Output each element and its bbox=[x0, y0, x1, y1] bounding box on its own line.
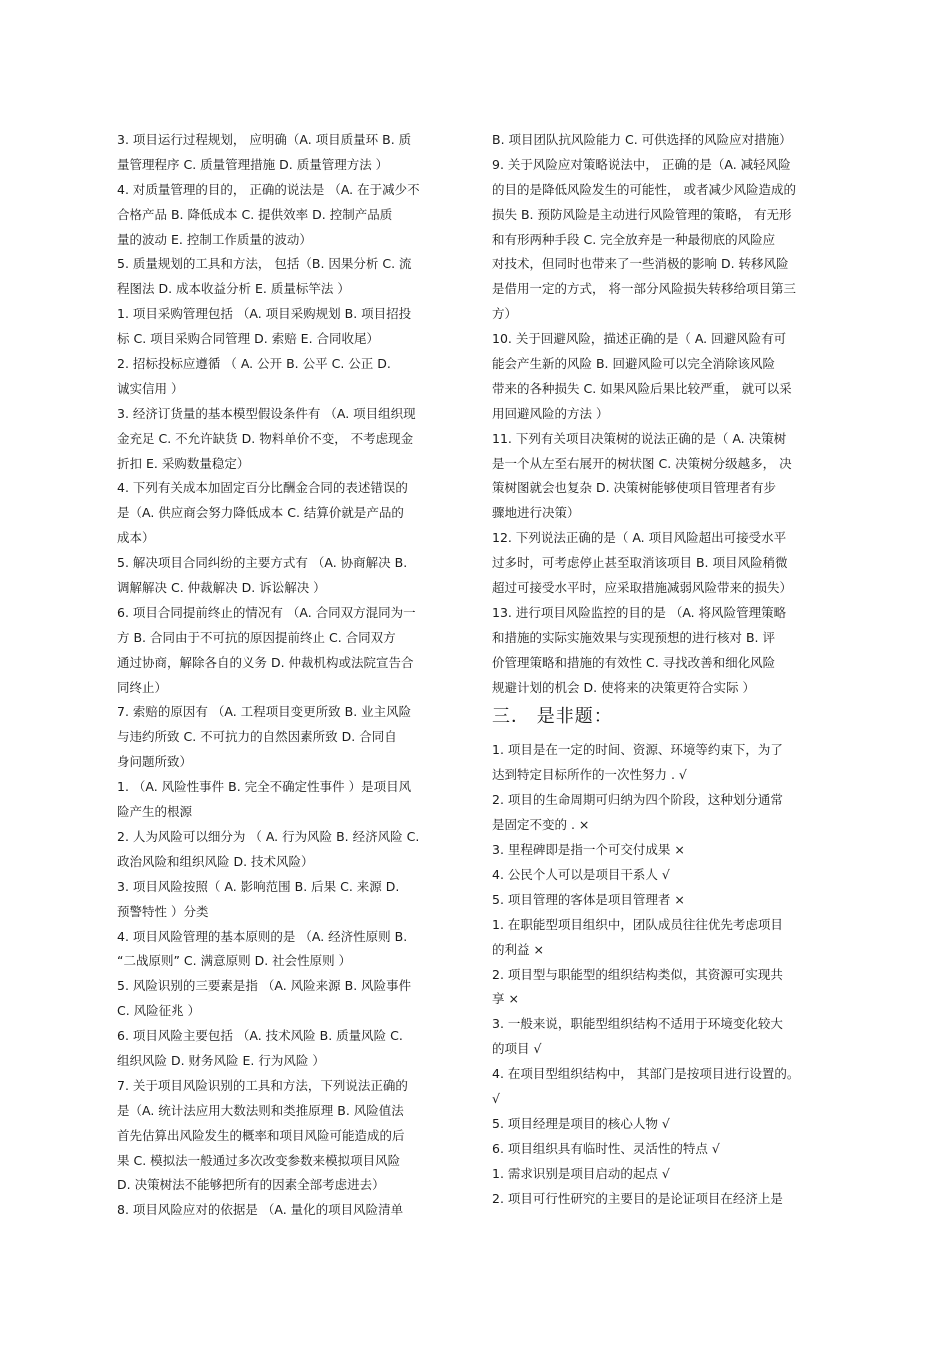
text-line: 骤地进行决策） bbox=[492, 505, 580, 521]
text-line: 7. 索赔的原因有 （A. 工程项目变更所致 B. 业主风险 bbox=[117, 704, 412, 720]
text-line: 标 C. 项目采购合同管理 D. 索赔 E. 合同收尾） bbox=[117, 331, 380, 347]
text-line: 1. 项目采购管理包括 （A. 项目采购规划 B. 项目招投 bbox=[117, 306, 412, 322]
text-line: 10. 关于回避风险，描述正确的是（ A. 回避风险有可 bbox=[492, 331, 787, 347]
right-column-true-false-items bbox=[492, 738, 837, 1211]
text-line: 超过可接受水平时，应采取措施减弱风险带来的损失） bbox=[492, 580, 793, 596]
text-line: 3. 一般来说，职能型组织结构不适用于环境变化较大 bbox=[492, 1016, 783, 1032]
text-line: 4. 下列有关成本加固定百分比酬金合同的表述错误的 bbox=[117, 480, 408, 496]
text-line: 对技术，但同时也带来了一些消极的影响 D. 转移风险 bbox=[492, 256, 789, 272]
section-heading-true-false: 三． 是非题： bbox=[492, 706, 613, 728]
text-line: 组织风险 D. 财务风险 E. 行为风险 ） bbox=[117, 1052, 325, 1068]
text-line: 8. 项目风险应对的依据是 （A. 量化的项目风险清单 bbox=[117, 1202, 404, 1218]
text-line: 诚实信用 ） bbox=[117, 380, 184, 396]
text-line: 5. 项目经理是项目的核心人物 √ bbox=[492, 1115, 670, 1131]
text-line: 2. 招标投标应遵循 （ A. 公开 B. 公平 C. 公正 D. bbox=[117, 356, 391, 372]
text-line: 9. 关于风险应对策略说法中， 正确的是（A. 减轻风险 bbox=[492, 156, 791, 172]
text-line: 6. 项目组织具有临时性、灵活性的特点 √ bbox=[492, 1140, 720, 1156]
text-line: 身问题所致） bbox=[117, 754, 193, 770]
text-line: 5. 项目管理的客体是项目管理者 × bbox=[492, 891, 685, 907]
text-line: 策树图就会也复杂 D. 决策树能够使项目管理者有步 bbox=[492, 480, 777, 496]
text-line: 享 × bbox=[492, 991, 519, 1007]
text-line: 13. 进行项目风险监控的目的是 （A. 将风险管理策略 bbox=[492, 604, 787, 620]
text-line: 损失 B. 预防风险是主动进行风险管理的策略， 有无形 bbox=[492, 206, 792, 222]
text-line: D. 决策树法不能够把所有的因素全部考虑进去） bbox=[117, 1177, 385, 1193]
text-line: 3. 里程碑即是指一个可交付成果 × bbox=[492, 842, 685, 858]
text-line: 4. 公民个人可以是项目干系人 √ bbox=[492, 866, 670, 882]
text-line: 过多时，可考虑停止甚至取消该项目 B. 项目风险稍微 bbox=[492, 555, 788, 571]
text-line: C. 风险征兆 ） bbox=[117, 1003, 201, 1019]
text-line: “二战原则” C. 满意原则 D. 社会性原则 ） bbox=[117, 953, 352, 969]
text-line: 调解解决 C. 仲裁解决 D. 诉讼解决 ） bbox=[117, 580, 326, 596]
text-line: 同终止） bbox=[117, 679, 168, 695]
text-line: 6. 项目合同提前终止的情况有 （A. 合同双方混同为一 bbox=[117, 604, 416, 620]
text-line: 能会产生新的风险 B. 回避风险可以完全消除该风险 bbox=[492, 356, 775, 372]
text-line: 是固定不变的 . × bbox=[492, 817, 590, 833]
text-line: 2. 项目型与职能型的组织结构类似，其资源可实现共 bbox=[492, 966, 783, 982]
text-line: 3. 项目运行过程规划， 应明确（A. 项目质量环 B. 质 bbox=[117, 132, 412, 147]
text-line: 11. 下列有关项目决策树的说法正确的是（ A. 决策树 bbox=[492, 430, 787, 446]
text-line: 2. 项目可行性研究的主要目的是论证项目在经济上是 bbox=[492, 1190, 783, 1206]
text-line: 规避计划的机会 D. 使将来的决策更符合实际 ） bbox=[492, 679, 756, 695]
text-line: 的项目 √ bbox=[492, 1041, 542, 1057]
text-line: 7. 关于项目风险识别的工具和方法，下列说法正确的 bbox=[117, 1077, 408, 1093]
text-line: 4. 对质量管理的目的， 正确的说法是 （A. 在于减少不 bbox=[117, 181, 420, 197]
text-line: 政治风险和组织风险 D. 技术风险） bbox=[117, 853, 314, 869]
text-line: 是一个从左至右展开的树状图 C. 决策树分级越多， 决 bbox=[492, 455, 792, 471]
text-line: 通过协商，解除各自的义务 D. 仲裁机构或法院宣告合 bbox=[117, 654, 414, 670]
text-line: 成本） bbox=[117, 530, 155, 546]
text-line: 1. 需求识别是项目启动的起点 √ bbox=[492, 1165, 670, 1181]
text-line: 12. 下列说法正确的是（ A. 项目风险超出可接受水平 bbox=[492, 530, 787, 546]
text-line: 1. 项目是在一定的时间、资源、环境等约束下，为了 bbox=[492, 742, 783, 758]
text-line: 方 B. 合同由于不可抗的原因提前终止 C. 合同双方 bbox=[117, 629, 396, 645]
text-line: 首先估算出风险发生的概率和项目风险可能造成的后 bbox=[117, 1127, 405, 1143]
right-column bbox=[492, 128, 837, 1211]
text-line: B. 项目团队抗风险能力 C. 可供选择的风险应对措施） bbox=[492, 132, 792, 147]
text-line: 1. 在职能型项目组织中，团队成员往往优先考虑项目 bbox=[492, 916, 783, 932]
text-line: 5. 质量规划的工具和方法， 包括（B. 因果分析 C. 流 bbox=[117, 256, 412, 272]
text-line: √ bbox=[492, 1090, 500, 1106]
text-line: 量管理程序 C. 质量管理措施 D. 质量管理方法 ） bbox=[117, 156, 389, 172]
left-column bbox=[117, 128, 462, 1223]
text-line: 果 C. 模拟法一般通过多次改变参数来模拟项目风险 bbox=[117, 1152, 401, 1168]
text-line: 达到特定目标所作的一次性努力 . √ bbox=[492, 767, 687, 783]
text-line: 和有形两种手段 C. 完全放弃是一种最彻底的风险应 bbox=[492, 231, 776, 247]
text-line: 4. 项目风险管理的基本原则的是 （A. 经济性原则 B. bbox=[117, 928, 408, 944]
text-line: 1. （A. 风险性事件 B. 完全不确定性事件 ）是项目风 bbox=[117, 779, 412, 795]
text-line: 4. 在项目型组织结构中， 其部门是按项目进行设置的。 bbox=[492, 1066, 800, 1082]
text-line: 2. 项目的生命周期可归纳为四个阶段，这种划分通常 bbox=[492, 792, 783, 808]
text-line: 是（A. 供应商会努力降低成本 C. 结算价就是产品的 bbox=[117, 505, 404, 521]
text-line: 的利益 × bbox=[492, 941, 544, 957]
text-line: 金充足 C. 不允许缺货 D. 物料单价不变， 不考虑现金 bbox=[117, 430, 414, 446]
text-line: 方） bbox=[492, 306, 518, 322]
text-line: 2. 人为风险可以细分为 （ A. 行为风险 B. 经济风险 C. bbox=[117, 828, 420, 844]
text-line: 与违约所致 C. 不可抗力的自然因素所致 D. 合同自 bbox=[117, 729, 397, 745]
right-column-questions bbox=[492, 128, 837, 700]
text-line: 价管理策略和措施的有效性 C. 寻找改善和细化风险 bbox=[492, 654, 776, 670]
text-line: 用回避风险的方法 ） bbox=[492, 405, 609, 421]
text-line: 是借用一定的方式， 将一部分风险损失转移给项目第三 bbox=[492, 281, 796, 297]
text-line: 程图法 D. 成本收益分析 E. 质量标竿法 ） bbox=[117, 281, 350, 297]
text-line: 量的波动 E. 控制工作质量的波动） bbox=[117, 231, 312, 247]
text-line: 和措施的实际实施效果与实现预想的进行核对 B. 评 bbox=[492, 629, 775, 645]
text-line: 5. 解决项目合同纠纷的主要方式有 （A. 协商解决 B. bbox=[117, 555, 408, 571]
text-line: 的目的是降低风险发生的可能性， 或者减少风险造成的 bbox=[492, 181, 796, 197]
text-line: 折扣 E. 采购数量稳定） bbox=[117, 455, 250, 471]
text-line: 6. 项目风险主要包括 （A. 技术风险 B. 质量风险 C. bbox=[117, 1028, 403, 1044]
text-line: 3. 经济订货量的基本模型假设条件有 （A. 项目组织现 bbox=[117, 405, 416, 421]
text-line: 险产生的根源 bbox=[117, 804, 193, 820]
text-line: 合格产品 B. 降低成本 C. 提供效率 D. 控制产品质 bbox=[117, 206, 393, 222]
text-line: 带来的各种损失 C. 如果风险后果比较严重， 就可以采 bbox=[492, 380, 792, 396]
text-line: 3. 项目风险按照（ A. 影响范围 B. 后果 C. 来源 D. bbox=[117, 878, 400, 894]
text-line: 5. 风险识别的三要素是指 （A. 风险来源 B. 风险事件 bbox=[117, 978, 412, 994]
text-line: 是（A. 统计法应用大数法则和类推原理 B. 风险值法 bbox=[117, 1102, 404, 1118]
text-line: 预警特性 ）分类 bbox=[117, 903, 209, 919]
